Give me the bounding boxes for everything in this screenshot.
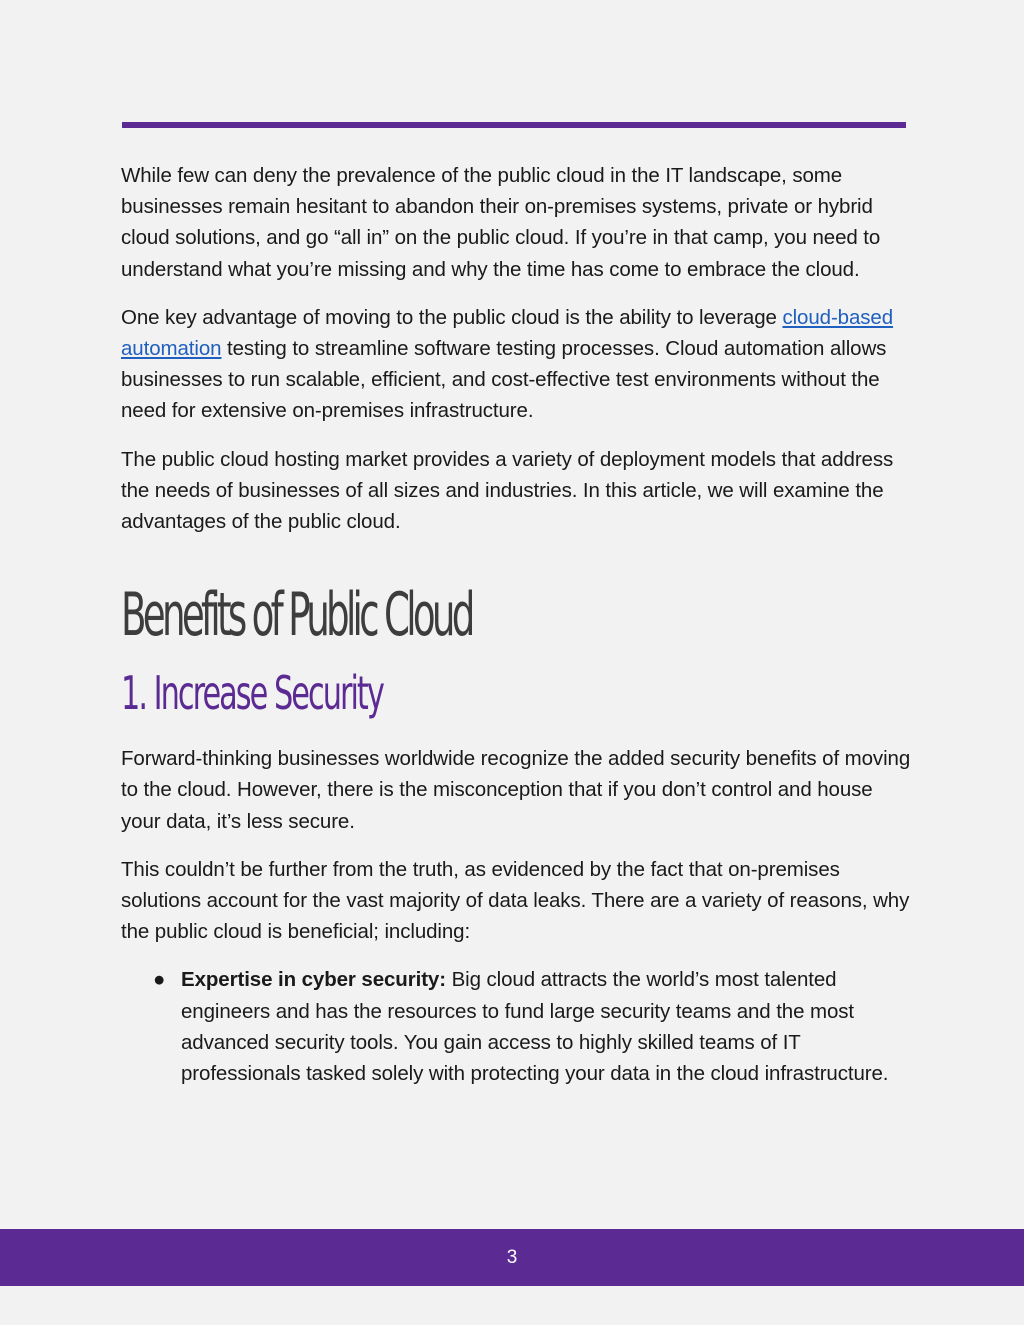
subsection-heading: 1. Increase Security (121, 666, 383, 721)
automation-paragraph-start: One key advantage of moving to the public cloud is the ability to leverage (121, 305, 783, 329)
page-footer-bar (0, 1229, 1024, 1286)
intro-paragraph: While few can deny the prevalence of the public cloud in the IT landscape, some businesses remain hesitant to abandon their on-premises systems, private or hybrid cloud solutions, and go “all in” on the public cloud. If you’re in that camp, you need to understand what you’re missing and why the time has come to embrace the cloud. (121, 164, 881, 281)
document-body (121, 160, 911, 1089)
automation-paragraph-end: testing to streamline software testing processes. Cloud automation allows businesses to run scalable, efficient, and cost-effective test environments without the need for extensive on-premises infrastructure. (121, 337, 887, 423)
bullet-body-text: Big cloud attracts the world’s most talented engineers and has the resources to fund large security teams and the most advanced security tools. You gain access to highly skilled teams of IT professionals tasked solely with protecting your data in the cloud infrastructure. (181, 968, 889, 1086)
automation-paragraph (121, 302, 911, 427)
bullet-dot-icon: ● (153, 968, 166, 992)
list-item (153, 964, 911, 1089)
security-paragraph-2: This couldn’t be further from the truth, as evidenced by the fact that on-premises solutions account for the vast majority of data leaks. There are a variety of reasons, why the public cloud is beneficial; including: (121, 857, 910, 944)
market-paragraph: The public cloud hosting market provides a variety of deployment models that address the needs of businesses of all sizes and industries. In this article, we will examine the advantages of the public cloud. (121, 447, 894, 534)
section-heading: Benefits of Public Cloud (121, 580, 472, 651)
security-paragraph-1: Forward-thinking businesses worldwide recognize the added security benefits of moving to the cloud. However, there is the misconception that if you don’t control and house your data, it’s less secure. (121, 747, 911, 833)
bullet-lead-text: Expertise in cyber security: (181, 968, 446, 992)
page-number: 3 (506, 1246, 518, 1268)
cloud-based-automation-link[interactable]: cloud-based automation (121, 305, 894, 361)
benefit-bullet-list (121, 964, 911, 1089)
top-divider-rule (122, 122, 906, 128)
